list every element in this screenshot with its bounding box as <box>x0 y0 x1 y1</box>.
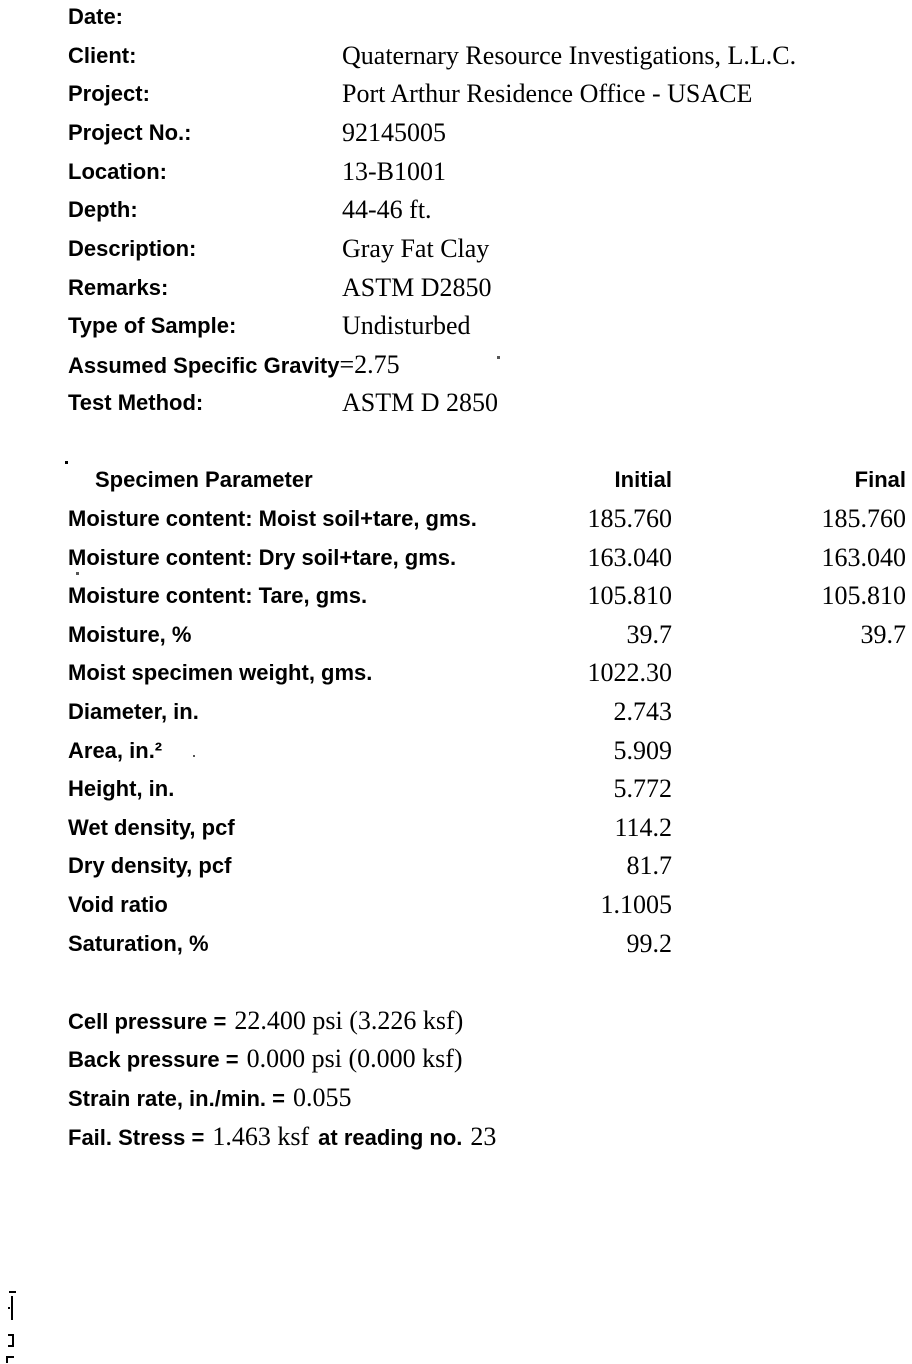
initial-value: 105.810 <box>587 581 672 610</box>
initial-value: 39.7 <box>626 620 672 649</box>
initial-value: 81.7 <box>626 851 672 880</box>
initial-value: 1.1005 <box>600 890 672 919</box>
initial-value: 5.909 <box>613 736 672 765</box>
final-value: 39.7 <box>860 620 906 649</box>
row-label: Moisture content: Tare, gms. <box>68 583 368 608</box>
row-label: Moisture, % <box>68 622 192 647</box>
initial-value: 185.760 <box>587 504 672 533</box>
fail-stress-reading-value: 23 <box>470 1122 497 1151</box>
row-label: Moist specimen weight, gms. <box>68 660 373 685</box>
field-remarks-value: ASTM D2850 <box>342 273 492 302</box>
table-row <box>0 885 912 924</box>
scan-artifact <box>8 1345 14 1347</box>
cell-pressure-line <box>0 1001 912 1040</box>
strain-rate-value: 0.055 <box>293 1083 352 1112</box>
row-label: Moisture content: Moist soil+tare, gms. <box>68 506 477 531</box>
field-date-label: Date: <box>68 4 124 29</box>
strain-rate-label: Strain rate, in./min. = <box>68 1086 286 1111</box>
scan-speck <box>65 461 68 464</box>
table-row <box>0 576 912 615</box>
field-client-label: Client: <box>68 43 137 68</box>
table-row <box>0 692 912 731</box>
row-label: Wet density, pcf <box>68 815 235 840</box>
scan-speck <box>497 356 500 359</box>
field-client-value: Quaternary Resource Investigations, L.L.C. <box>342 41 797 70</box>
table-row <box>0 499 912 538</box>
table-row <box>0 538 912 577</box>
field-specific-gravity-label: Assumed Specific Gravity <box>68 353 340 378</box>
field-remarks <box>0 268 912 307</box>
field-location <box>0 152 912 191</box>
field-project-value: Port Arthur Residence Office - USACE <box>342 79 753 108</box>
field-remarks-label: Remarks: <box>68 275 169 300</box>
row-label: Moisture content: Dry soil+tare, gms. <box>68 545 457 570</box>
fail-stress-label: Fail. Stress = <box>68 1125 205 1150</box>
field-sample-type <box>0 306 912 345</box>
scan-speck <box>193 755 195 757</box>
field-specific-gravity <box>0 345 912 384</box>
field-test-method <box>0 383 912 422</box>
field-project-label: Project: <box>68 81 150 106</box>
initial-value: 99.2 <box>626 929 672 958</box>
field-description <box>0 229 912 268</box>
row-label: Void ratio <box>68 892 168 917</box>
initial-value: 2.743 <box>613 697 672 726</box>
table-row <box>0 731 912 770</box>
back-pressure-label: Back pressure = <box>68 1047 239 1072</box>
scan-artifact <box>9 1291 16 1293</box>
final-value: 105.810 <box>821 581 906 610</box>
table-row <box>0 653 912 692</box>
cell-pressure-label: Cell pressure = <box>68 1009 227 1034</box>
table-header-final: Final <box>854 467 906 492</box>
initial-value: 5.772 <box>613 774 672 803</box>
final-value: 185.760 <box>821 504 906 533</box>
back-pressure-line <box>0 1039 912 1078</box>
initial-value: 1022.30 <box>587 658 672 687</box>
field-project-no-label: Project No.: <box>68 120 192 145</box>
field-test-method-label: Test Method: <box>68 390 204 415</box>
field-client <box>0 36 912 75</box>
field-project <box>0 74 912 113</box>
row-label: Saturation, % <box>68 931 209 956</box>
fail-stress-value: 1.463 ksf <box>212 1122 310 1151</box>
table-header-initial: Initial <box>614 467 672 492</box>
table-header-row <box>0 460 912 499</box>
fail-stress-reading-label: at reading no. <box>318 1125 463 1150</box>
field-specific-gravity-value: =2.75 <box>339 350 400 379</box>
table-row <box>0 769 912 808</box>
row-label: Diameter, in. <box>68 699 199 724</box>
row-label: Height, in. <box>68 776 175 801</box>
scan-speck <box>76 572 79 575</box>
field-depth-value: 44-46 ft. <box>342 195 432 224</box>
row-label: Area, in.² <box>68 738 163 763</box>
back-pressure-value: 0.000 psi (0.000 ksf) <box>246 1044 463 1073</box>
field-description-value: Gray Fat Clay <box>342 234 490 263</box>
scan-artifact <box>11 1296 13 1320</box>
field-description-label: Description: <box>68 236 197 261</box>
field-location-label: Location: <box>68 159 167 184</box>
initial-value: 163.040 <box>587 543 672 572</box>
field-depth <box>0 190 912 229</box>
field-test-method-value: ASTM D 2850 <box>342 388 499 417</box>
field-sample-type-value: Undisturbed <box>342 311 471 340</box>
table-header-parameter: Specimen Parameter <box>95 467 313 492</box>
fail-stress-line <box>0 1117 912 1156</box>
table-row <box>0 924 912 963</box>
scan-artifact <box>8 1334 13 1336</box>
field-date <box>0 0 912 36</box>
final-value: 163.040 <box>821 543 906 572</box>
cell-pressure-value: 22.400 psi (3.226 ksf) <box>234 1006 464 1035</box>
field-depth-label: Depth: <box>68 197 138 222</box>
field-location-value: 13-B1001 <box>342 157 446 186</box>
table-row <box>0 808 912 847</box>
row-label: Dry density, pcf <box>68 853 232 878</box>
table-row <box>0 615 912 654</box>
scan-artifact <box>6 1356 8 1363</box>
strain-rate-line <box>0 1078 912 1117</box>
field-sample-type-label: Type of Sample: <box>68 313 237 338</box>
field-project-no <box>0 113 912 152</box>
scan-artifact <box>8 1307 10 1309</box>
table-row <box>0 846 912 885</box>
field-project-no-value: 92145005 <box>342 118 446 147</box>
initial-value: 114.2 <box>614 813 672 842</box>
